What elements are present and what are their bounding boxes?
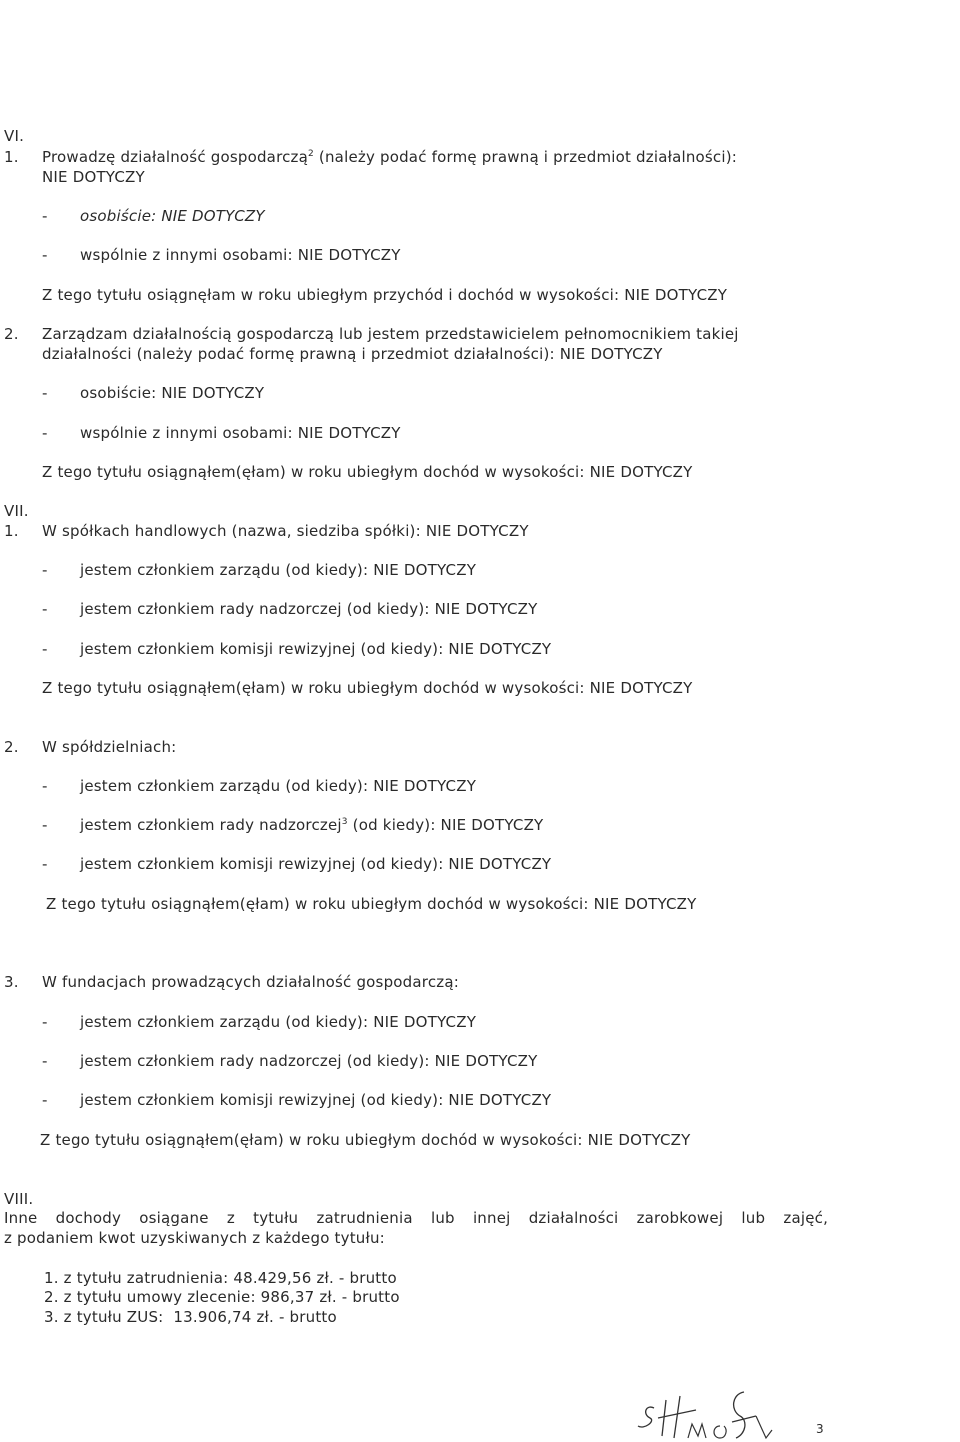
vi-2-line2: działalności (należy podać formę prawną i przedmiot działalności): NIE DOTYCZY <box>42 345 663 363</box>
dash: - <box>42 384 48 402</box>
vii-3-board: jestem członkiem zarządu (od kiedy): NIE DOTYCZY <box>80 1013 477 1031</box>
viii-item-employment: 1. z tytułu zatrudnienia: 48.429,56 zł. - brutto <box>44 1269 397 1287</box>
vii-2-board: jestem członkiem zarządu (od kiedy): NIE DOTYCZY <box>80 777 477 795</box>
vi-2-joint: wspólnie z innymi osobami: NIE DOTYCZY <box>80 424 401 442</box>
section-vi-heading: VI. <box>4 127 25 145</box>
section-vii-heading: VII. <box>4 502 29 520</box>
vii-1-board: jestem członkiem zarządu (od kiedy): NIE DOTYCZY <box>80 561 477 579</box>
viii-item-contract: 2. z tytułu umowy zlecenie: 986,37 zł. - brutto <box>44 1288 400 1306</box>
vi-1-number: 1. <box>4 148 19 166</box>
vi-1-value: NIE DOTYCZY <box>42 168 145 186</box>
vii-3-audit: jestem członkiem komisji rewizyjnej (od kiedy): NIE DOTYCZY <box>80 1091 552 1109</box>
viii-intro-line1: Inne dochody osiągane z tytułu zatrudnienia lub innej działalności zarobkowej lub zajęć, <box>4 1209 829 1227</box>
dash: - <box>42 640 48 658</box>
dash: - <box>42 1091 48 1109</box>
dash: - <box>42 600 48 618</box>
vii-3-supervisory: jestem członkiem rady nadzorczej (od kiedy): NIE DOTYCZY <box>80 1052 538 1070</box>
section-viii-heading: VIII. <box>4 1190 34 1208</box>
vi-2-line1: Zarządzam działalnością gospodarczą lub jestem przedstawicielem pełnomocnikiem takiej <box>42 325 739 343</box>
vii-1-number: 1. <box>4 522 19 540</box>
dash: - <box>42 1013 48 1031</box>
footnote-ref: 2 <box>308 149 314 159</box>
footnote-ref: 3 <box>341 817 348 827</box>
vi-1-joint: wspólnie z innymi osobami: NIE DOTYCZY <box>80 246 401 264</box>
vii-1-supervisory: jestem członkiem rady nadzorczej (od kiedy): NIE DOTYCZY <box>80 600 538 618</box>
vii-1-income: Z tego tytułu osiągnąłem(ęłam) w roku ubiegłym dochód w wysokości: NIE DOTYCZY <box>42 679 693 697</box>
vii-3-text: W fundacjach prowadzących działalność gospodarczą: <box>42 973 459 991</box>
vi-1-text: Prowadzę działalność gospodarczą$^2$ (należy podać formę prawną i przedmiot działalności): <box>42 148 738 166</box>
vii-3-number: 3. <box>4 973 19 991</box>
vii-1-text: W spółkach handlowych (nazwa, siedziba spółki): NIE DOTYCZY <box>42 522 529 540</box>
dash: - <box>42 246 48 264</box>
dash: - <box>42 207 48 225</box>
vii-2-supervisory: jestem członkiem rady nadzorczej$^3$ (od kiedy): NIE DOTYCZY <box>80 816 544 834</box>
vii-3-income: Z tego tytułu osiągnąłem(ęłam) w roku ubiegłym dochód w wysokości: NIE DOTYCZY <box>40 1131 691 1149</box>
vi-2-income: Z tego tytułu osiągnąłem(ęłam) w roku ubiegłym dochód w wysokości: NIE DOTYCZY <box>42 463 693 481</box>
vi-1-personal: osobiście: NIE DOTYCZY <box>80 207 265 225</box>
vii-2-number: 2. <box>4 738 19 756</box>
dash: - <box>42 424 48 442</box>
vii-2-income: Z tego tytułu osiągnąłem(ęłam) w roku ubiegłym dochód w wysokości: NIE DOTYCZY <box>46 895 697 913</box>
dash: - <box>42 1052 48 1070</box>
dash: - <box>42 777 48 795</box>
vi-2-number: 2. <box>4 325 19 343</box>
vii-1-audit: jestem członkiem komisji rewizyjnej (od kiedy): NIE DOTYCZY <box>80 640 552 658</box>
viii-intro-line2: z podaniem kwot uzyskiwanych z każdego tytułu: <box>4 1229 385 1247</box>
vi-2-personal: osobiście: NIE DOTYCZY <box>80 384 265 402</box>
vii-2-text: W spółdzielniach: <box>42 738 177 756</box>
viii-item-zus: 3. z tytułu ZUS: 13.906,74 zł. - brutto <box>44 1308 337 1326</box>
dash: - <box>42 816 48 834</box>
vii-2-audit: jestem członkiem komisji rewizyjnej (od kiedy): NIE DOTYCZY <box>80 855 552 873</box>
dash: - <box>42 855 48 873</box>
vi-1-income: Z tego tytułu osiągnęłam w roku ubiegłym przychód i dochód w wysokości: NIE DOTYCZY <box>42 286 728 304</box>
page-number: 3 <box>816 1422 824 1436</box>
dash: - <box>42 561 48 579</box>
handwritten-signature <box>636 1386 796 1442</box>
